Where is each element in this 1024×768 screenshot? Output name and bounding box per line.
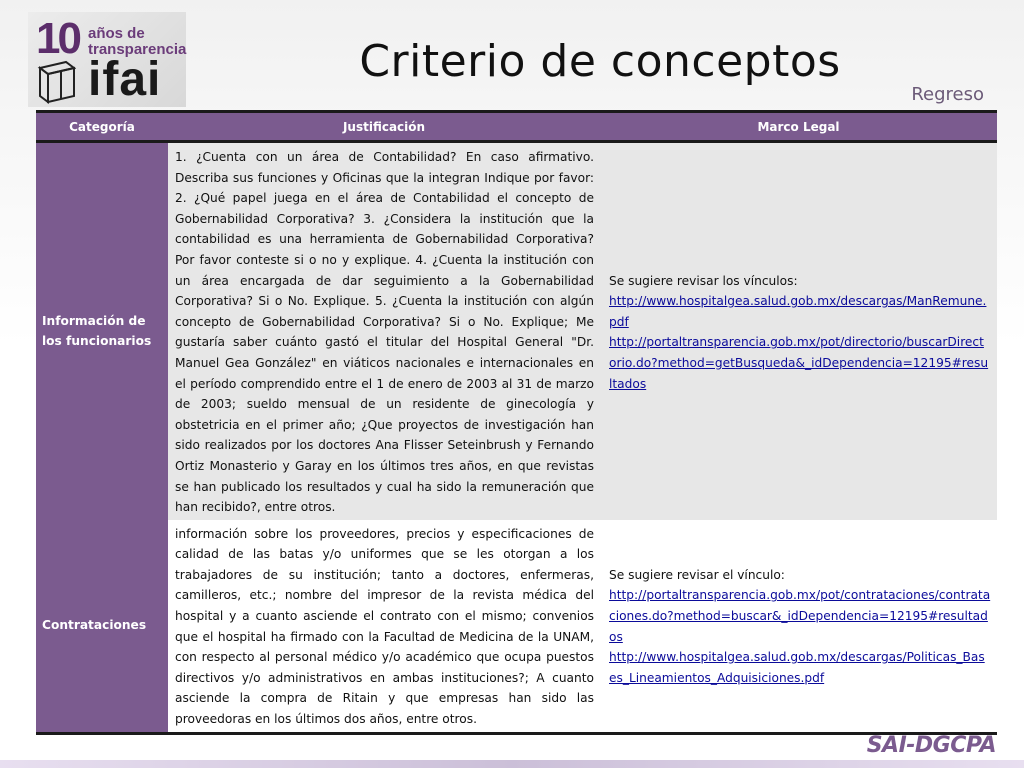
legal-intro: Se sugiere revisar el vínculo: <box>609 567 785 582</box>
header-categoria: Categoría <box>69 119 135 134</box>
logo-line2: transparencia <box>88 41 187 58</box>
ifai-logo <box>28 12 186 107</box>
legal-link[interactable]: http://portaltransparencia.gob.mx/pot/directorio/buscarDirectorio.do?method=getBusqueda&_idDependencia=12195#resultados <box>609 335 989 391</box>
justification-cell: información sobre los proveedores, precios y especificaciones de calidad de las batas y/o uniformes que se les otorgan a los trabajadores de su institución; tanto a doctores, enfermeras, camilleros, etc.; nombre del impresor de la revista médica del hospital y a cuanto asciende el contrato con el mismo; convenios que el hospital ha firmado con la Facultad de Medicina de la UNAM, con respecto al personal médico y/o académico que ocupa puestos directivos y/o administrativos en ambas instituciones?; A cuanto asciende la compra de Ritain y que empresas han sido las proveedoras en los últimos dos años, entre otros. <box>168 520 600 733</box>
criteria-table <box>36 110 997 735</box>
header-justificacion: Justificación <box>342 119 426 134</box>
justification-cell: 1. ¿Cuenta con un área de Contabilidad? En caso afirmativo. Describa sus funciones y Oficinas que la integran Indique por favor: 2. ¿Qué papel juega en el área de Contabilidad el concepto de Gobernabilidad Corporativa? 3. ¿Considera la institución que la contabilidad es una herramienta de Gobernabilidad Corporativa? Por favor conteste si o no y explique. 4. ¿Cuenta la institución con un área encargada de dar seguimiento a la Gobernabilidad Corporativa? Si o No. Explique. 5. ¿Cuenta la institución con algún concepto de Gobernabilidad Corporativa? Si o No. Explique; Me gustaría saber cuánto gastó el titular del Hospital General "Dr. Manuel Gea González" en viáticos nacionales e internacionales en el período comprendido entre el 1 de enero de 2003 al 31 de marzo de 2003; sueldo mensual de un residente de ginecología y obstetricia en el primer año; ¿Que proyectos de investigación han sido realizados por los doctores Ana Flisser Seteinbrush y Fernando Ortiz Monasterio y Garay en los últimos tres años, en que revistas se han publicado los resultados y cual ha sido la remuneración que han recibido?, entre otros. <box>168 142 600 520</box>
legal-link[interactable]: http://www.hospitalgea.salud.gob.mx/descargas/Politicas_Bases_Lineamientos_Adquisiciones.pdf <box>609 650 985 685</box>
legal-link[interactable]: http://portaltransparencia.gob.mx/pot/contrataciones/contrataciones.do?method=buscar&_idDependencia=12195#resultados <box>609 588 991 644</box>
glass-box-icon <box>36 60 76 104</box>
footer-brand: SAI-DGCPA <box>866 733 996 758</box>
legal-cell <box>600 142 997 520</box>
legal-intro: Se sugiere revisar los vínculos: <box>609 273 798 288</box>
bottom-band <box>0 760 1024 768</box>
logo-line1: años de <box>88 25 145 42</box>
header-marco-legal: Marco Legal <box>757 119 840 134</box>
table-header-row <box>36 112 997 142</box>
legal-cell <box>600 520 997 733</box>
logo-brand: ifai <box>88 53 162 106</box>
category-cell: Información de los funcionarios <box>36 142 168 520</box>
table-row <box>36 520 997 733</box>
legal-link[interactable]: http://www.hospitalgea.salud.gob.mx/descargas/ManRemune.pdf <box>609 294 987 329</box>
category-cell: Contrataciones <box>36 520 168 733</box>
logo-number: 10 <box>36 14 79 63</box>
back-link[interactable]: Regreso <box>911 84 984 105</box>
table-row <box>36 142 997 520</box>
page-title: Criterio de conceptos <box>359 36 841 87</box>
